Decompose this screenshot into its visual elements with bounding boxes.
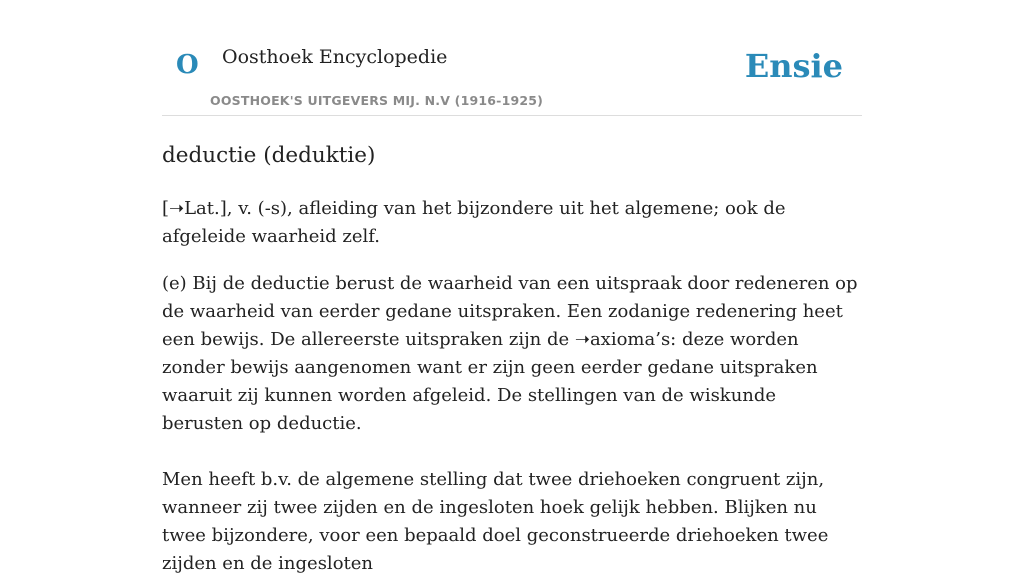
- page: [162, 0, 862, 578]
- publisher-label: OOSTHOEK'S UITGEVERS MIJ. N.V (1916-1925): [210, 93, 544, 108]
- entry-title: deductie (deduktie): [162, 143, 376, 168]
- site-title[interactable]: Oosthoek Encyclopedie: [222, 46, 448, 68]
- entry-paragraph-definition: [➝Lat.], v. (-s), afleiding van het bijzondere uit het algemene; ook de afgeleide waarheid zelf.: [162, 197, 786, 247]
- entry-paragraph-explanation: (e) Bij de deductie berust de waarheid van een uitspraak door redeneren op de waarheid van eerder gedane uitspraken. Een zodanige redenering heet een bewijs. De allereerste uitspraken zijn de ➝axioma’s: deze worden zonder bewijs aangenomen want er zijn geen eerder gedane uitspraken waaruit zij kunnen worden afgeleid. De stellingen van de wiskunde berusten op deductie.: [162, 272, 858, 434]
- ensie-brand-link[interactable]: Ensie: [744, 47, 843, 85]
- site-logo[interactable]: O: [176, 50, 199, 80]
- entry-paragraph-example: Men heeft b.v. de algemene stelling dat twee driehoeken congruent zijn, wanneer zij twee zijden en de ingesloten hoek gelijk hebben. Blijken nu twee bijzondere, voor een bepaald doel geconstrueerde driehoeken twee zijden en de ingesloten: [162, 468, 829, 574]
- site-header: [162, 0, 862, 116]
